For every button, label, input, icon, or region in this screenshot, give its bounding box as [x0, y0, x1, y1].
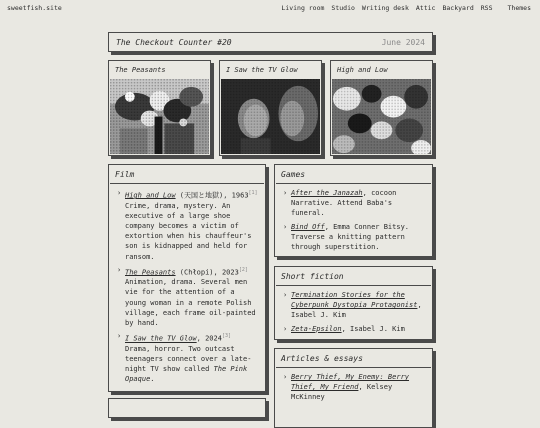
entry-link[interactable]: I Saw the TV Glow	[125, 334, 197, 343]
film-list	[117, 188, 259, 388]
games-section	[274, 164, 433, 257]
list-item	[283, 290, 426, 321]
nav-writing-desk[interactable]: Writing desk	[361, 4, 409, 12]
card-image	[221, 79, 320, 154]
list-item	[283, 188, 426, 219]
site-name[interactable]: sweetfish.site	[7, 4, 62, 12]
nav-backyard[interactable]: Backyard	[442, 4, 474, 12]
entry-link[interactable]: The Peasants	[125, 268, 176, 277]
card-image	[332, 79, 431, 154]
list-item	[117, 265, 259, 329]
entry-description: Drama, horror. Two outcast teenagers connect over a late-night TV show called	[125, 344, 252, 374]
card-i-saw-the-tv-glow[interactable]	[219, 60, 322, 156]
entry-link[interactable]: Zeta-Epsilon	[291, 324, 342, 333]
post-date: June 2024	[381, 38, 425, 47]
entry-description: , Isabel J. Kim	[341, 324, 405, 333]
entry-description: Animation, drama. Several men vie for the attention of a young woman in a remote Polish village, each frame oil-painted by hand.	[125, 278, 256, 328]
card-image	[110, 79, 209, 154]
entry-link[interactable]: After the Janazah	[291, 189, 363, 197]
divider	[276, 285, 431, 286]
entry-description: , Isabel J. Kim	[291, 301, 422, 320]
articles-list	[283, 372, 426, 406]
separator: ,	[213, 268, 218, 277]
nav-studio[interactable]: Studio	[331, 4, 355, 12]
footnote-link[interactable]: [1]	[248, 190, 258, 196]
separator: ,	[223, 191, 228, 200]
divider	[110, 183, 264, 184]
entry-link[interactable]: Bind Off	[291, 222, 325, 231]
nav-attic[interactable]: Attic	[415, 4, 436, 12]
games-list	[283, 188, 426, 255]
entry-description: , Kelsey McKinney	[291, 383, 393, 402]
list-item	[283, 222, 426, 253]
entry-year: 2023	[221, 268, 239, 277]
list-item	[117, 188, 259, 262]
card-title: High and Low	[337, 66, 388, 74]
show-title: The Pink Opaque	[125, 365, 248, 384]
section-title: Short fiction	[281, 272, 344, 281]
fiction-list	[283, 290, 426, 337]
top-nav	[281, 4, 531, 12]
entry-year: 2024	[205, 334, 222, 343]
divider	[276, 183, 431, 184]
section-title: Articles & essays	[281, 354, 363, 363]
nav-rss[interactable]: RSS	[480, 4, 493, 12]
entry-link[interactable]: Berry Thief, My Enemy: Berry Thief, My Friend	[291, 373, 410, 392]
nav-themes[interactable]: Themes	[507, 4, 531, 12]
footnote-link[interactable]: [2]	[238, 266, 248, 273]
footnote-link[interactable]: [3]	[221, 333, 231, 340]
section-title: Games	[281, 170, 306, 179]
card-high-and-low[interactable]	[330, 60, 433, 156]
original-title: (Chłopi)	[179, 268, 214, 277]
separator: ,	[196, 334, 201, 343]
post-title: The Checkout Counter #20	[116, 38, 232, 47]
card-the-peasants[interactable]	[108, 60, 211, 156]
card-title: I Saw the TV Glow	[226, 66, 298, 74]
entry-description: Crime, drama, mystery. An executive of a large shoe company becomes a victim of extortion when his chauffeur's son is kidnapped and held for ransom.	[125, 201, 252, 261]
list-item	[283, 324, 426, 334]
short-fiction-section	[274, 266, 433, 340]
articles-section	[274, 348, 433, 428]
entry-description: , cocoon Narrative. Attend Baba's funeral.	[291, 189, 397, 218]
entry-link[interactable]: Termination Stories for the Cyberpunk Dystopia Protagonist	[291, 291, 418, 310]
punctuation: .	[150, 375, 155, 384]
list-item	[117, 331, 259, 384]
film-section	[108, 164, 266, 392]
entry-year: 1963	[231, 191, 249, 200]
card-title: The Peasants	[115, 66, 166, 74]
section-title: Film	[115, 170, 135, 179]
nav-living-room[interactable]: Living room	[281, 4, 325, 12]
post-header	[108, 32, 433, 52]
divider	[276, 367, 431, 368]
entry-link[interactable]: High and Low	[125, 191, 176, 200]
next-section-peek	[108, 398, 266, 418]
original-title: (天国と地獄)	[179, 191, 224, 200]
entry-description: , Emma Conner Bitsy. Traverse a knitting pattern through superstition.	[291, 222, 410, 252]
list-item	[283, 372, 426, 403]
